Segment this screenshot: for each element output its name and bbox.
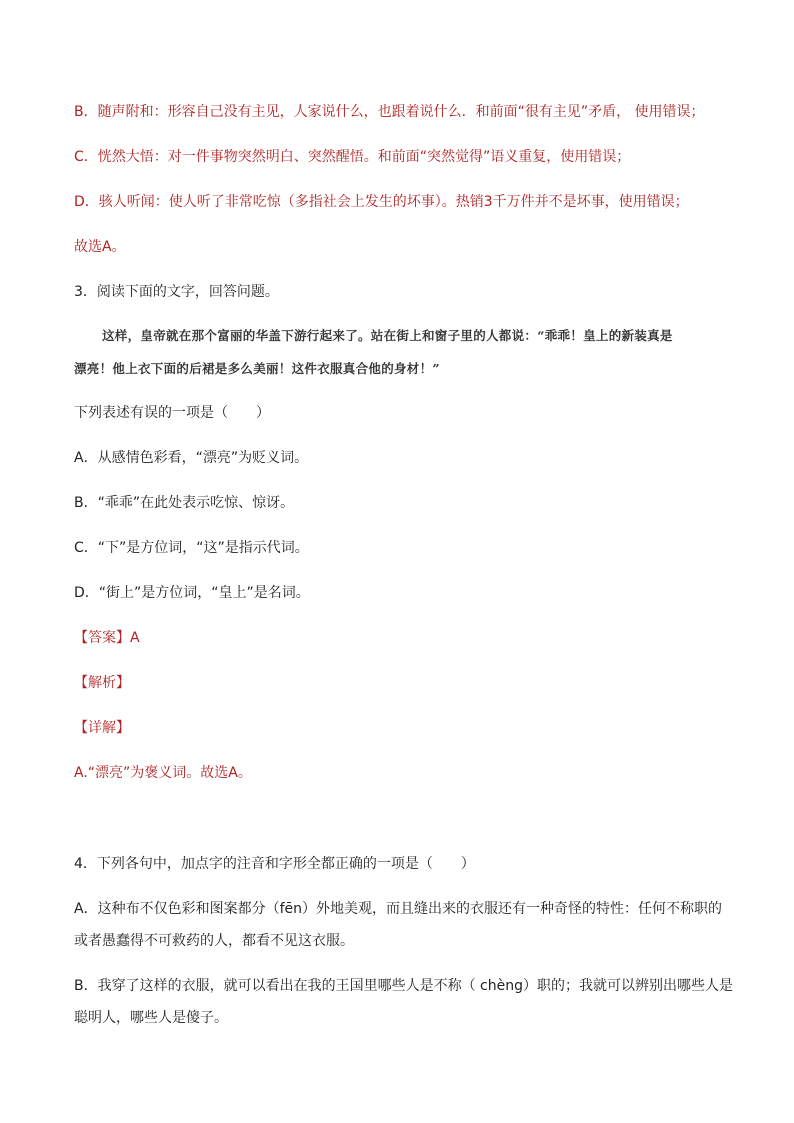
section2-conclusion: 故选A。 xyxy=(74,239,126,255)
question4-option-a-line-1: A．这种布不仅色彩和图案都分（fēn）外地美观，而且缝出来的衣服还有一种奇怪的特性：任何不称职的 xyxy=(74,901,722,917)
answer-label: 【答案】A xyxy=(74,630,140,646)
question4-stem: 4．下列各句中，加点字的注音和字形全都正确的一项是（ ） xyxy=(74,856,475,872)
option-b-explanation: B．随声附和：形容自己没有主见，人家说什么，也跟着说什么．和前面“很有主见”矛盾， 使用错误； xyxy=(74,104,705,120)
question4-option-a-line-2: 或者愚蠢得不可救药的人，都看不见这衣服。 xyxy=(74,933,354,949)
question3-option-d: D．“街上”是方位词，“皇上”是名词。 xyxy=(74,585,310,601)
detail-label: 【详解】 xyxy=(74,720,130,736)
question4-option-b-line-1: B．我穿了这样的衣服，就可以看出在我的王国里哪些人是不称（ chèng）职的；我就可以辨别出哪些人是 xyxy=(74,978,733,994)
question3-option-b: B．“乖乖”在此处表示吃惊、惊讶。 xyxy=(74,495,295,511)
question3-explanation: A.“漂亮”为褒义词。故选A。 xyxy=(74,765,252,781)
passage-line-1: 这样，皇帝就在那个富丽的华盖下游行起来了。站在街上和窗子里的人都说：“乖乖！皇上的新装真是 xyxy=(102,328,673,343)
question3-stem: 下列表述有误的一项是（ ） xyxy=(74,405,270,421)
analysis-label: 【解析】 xyxy=(74,675,130,691)
question3-option-a: A．从感情色彩看，“漂亮”为贬义词。 xyxy=(74,450,309,466)
option-c-explanation: C．恍然大悟：对一件事物突然明白、突然醒悟。和前面“突然觉得”语义重复，使用错误； xyxy=(74,149,631,165)
question3-prompt: 3．阅读下面的文字，回答问题。 xyxy=(74,284,279,300)
option-d-explanation: D．骇人听闻：使人听了非常吃惊（多指社会上发生的坏事）。热销3千万件并不是坏事，使用错误； xyxy=(74,194,689,210)
question4-option-b-line-2: 聪明人，哪些人是傻子。 xyxy=(74,1010,228,1026)
question3-option-c: C．“下”是方位词，“这”是指示代词。 xyxy=(74,540,309,556)
passage-line-2: 漂亮！他上衣下面的后裙是多么美丽！这件衣服真合他的身材！” xyxy=(74,361,440,376)
